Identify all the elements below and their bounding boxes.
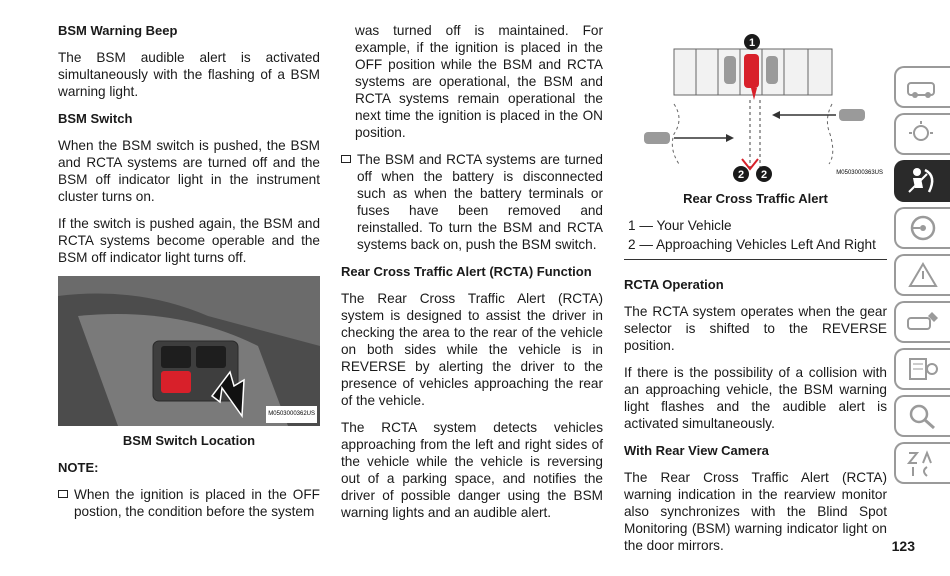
rcta-diagram-illustration: [624, 34, 887, 184]
specifications-icon[interactable]: [894, 348, 950, 390]
legend-your-vehicle: 1 — Your Vehicle: [628, 218, 732, 233]
chapter-tabs: [894, 66, 950, 489]
divider: [624, 259, 887, 260]
checkbox-bullet-icon: [58, 490, 68, 498]
search-icon[interactable]: [894, 395, 950, 437]
column-3: [624, 22, 887, 564]
roadside-warning-icon[interactable]: [894, 254, 950, 296]
car-service-icon[interactable]: [894, 301, 950, 343]
marker-2-left: 2: [737, 169, 745, 181]
paragraph-rcta-1: The Rear Cross Traffic Alert (RCTA) system is designed to assist the driver in checking the area to the rear of the vehicle on both sides while the vehicle is in REVERSE by alerting the driver to the presence of vehicles approaching the rear of the vehicle.: [341, 291, 603, 408]
rcta-diagram: [624, 34, 887, 184]
paragraph-camera: The Rear Cross Traffic Alert (RCTA) warning indication in the rearview monitor also synchronizes with the Blind Spot Monitoring (BSM) warning indicator light on the door mirrors.: [624, 470, 887, 553]
paragraph-switch-1: When the BSM switch is pushed, the BSM and RCTA systems are turned off and the BSM off indicator light in the instrument cluster turns on.: [58, 138, 320, 204]
heading-bsm-switch: BSM Switch: [58, 111, 133, 126]
marker-2-right: 2: [760, 169, 768, 181]
bullet-ignition-continued: was turned off is maintained. For example, if the ignition is placed in the OFF position while the BSM and RCTA systems are operational, the BSM and RCTA systems remain operational the next time the ignition is placed in the ON position.: [355, 23, 603, 140]
column-1: [58, 22, 320, 530]
steering-wheel-icon[interactable]: [894, 207, 950, 249]
warning-lights-icon[interactable]: [894, 113, 950, 155]
safety-airbag-icon[interactable]: [894, 160, 950, 202]
legend-approaching-vehicles: 2 — Approaching Vehicles Left And Right: [628, 237, 876, 252]
paragraph-switch-2: If the switch is pushed again, the BSM and RCTA systems become operable and the BSM off indicator light turns off.: [58, 216, 320, 265]
page-number: 123: [891, 538, 915, 554]
car-dashboard-icon[interactable]: [894, 66, 950, 108]
caption-rcta: Rear Cross Traffic Alert: [683, 191, 828, 206]
bullet-ignition-text: When the ignition is placed in the OFF postion, the condition before the system: [74, 487, 320, 519]
heading-bsm-warning-beep: BSM Warning Beep: [58, 23, 178, 38]
checkbox-bullet-icon: [341, 155, 351, 163]
heading-rear-view-camera: With Rear View Camera: [624, 443, 769, 458]
marker-1: 1: [748, 37, 756, 49]
caption-bsm-switch-location: BSM Switch Location: [122, 433, 256, 448]
note-label: NOTE:: [58, 460, 99, 475]
bsm-switch-illustration: [58, 276, 320, 426]
photo-reference-code: M0503000362US: [266, 406, 317, 423]
index-icon[interactable]: [894, 442, 950, 484]
paragraph-operation-1: The RCTA system operates when the gear selector is shifted to the REVERSE position.: [624, 304, 887, 353]
paragraph-rcta-2: The RCTA system detects vehicles approaching from the left and right sides of the vehicle while the vehicle is reversing out of a parking space, and notifies the driver of possible danger using the BSM warning lights and an audible alert.: [341, 420, 603, 520]
bsm-switch-photo: [58, 276, 320, 426]
diagram-reference-code: M0503000363US: [834, 165, 885, 182]
column-2: [341, 22, 603, 531]
bullet-battery-text: The BSM and RCTA systems are turned off when the battery is disconnected such as when the battery terminals or fuses have been removed and reinstalled. To turn the BSM and RCTA systems back on, push the BSM switch.: [357, 152, 603, 252]
paragraph-operation-2: If there is the possibility of a collision with an approaching vehicle, the BSM warning light flashes and the audible alert is activated simultaneously.: [624, 365, 887, 431]
heading-rcta-function: Rear Cross Traffic Alert (RCTA) Function: [341, 264, 592, 279]
bullet-battery: [341, 151, 603, 253]
paragraph-beep: The BSM audible alert is activated simultaneously with the flashing of a BSM warning light.: [58, 50, 320, 99]
bullet-ignition: [58, 486, 320, 520]
heading-rcta-operation: RCTA Operation: [624, 277, 724, 292]
